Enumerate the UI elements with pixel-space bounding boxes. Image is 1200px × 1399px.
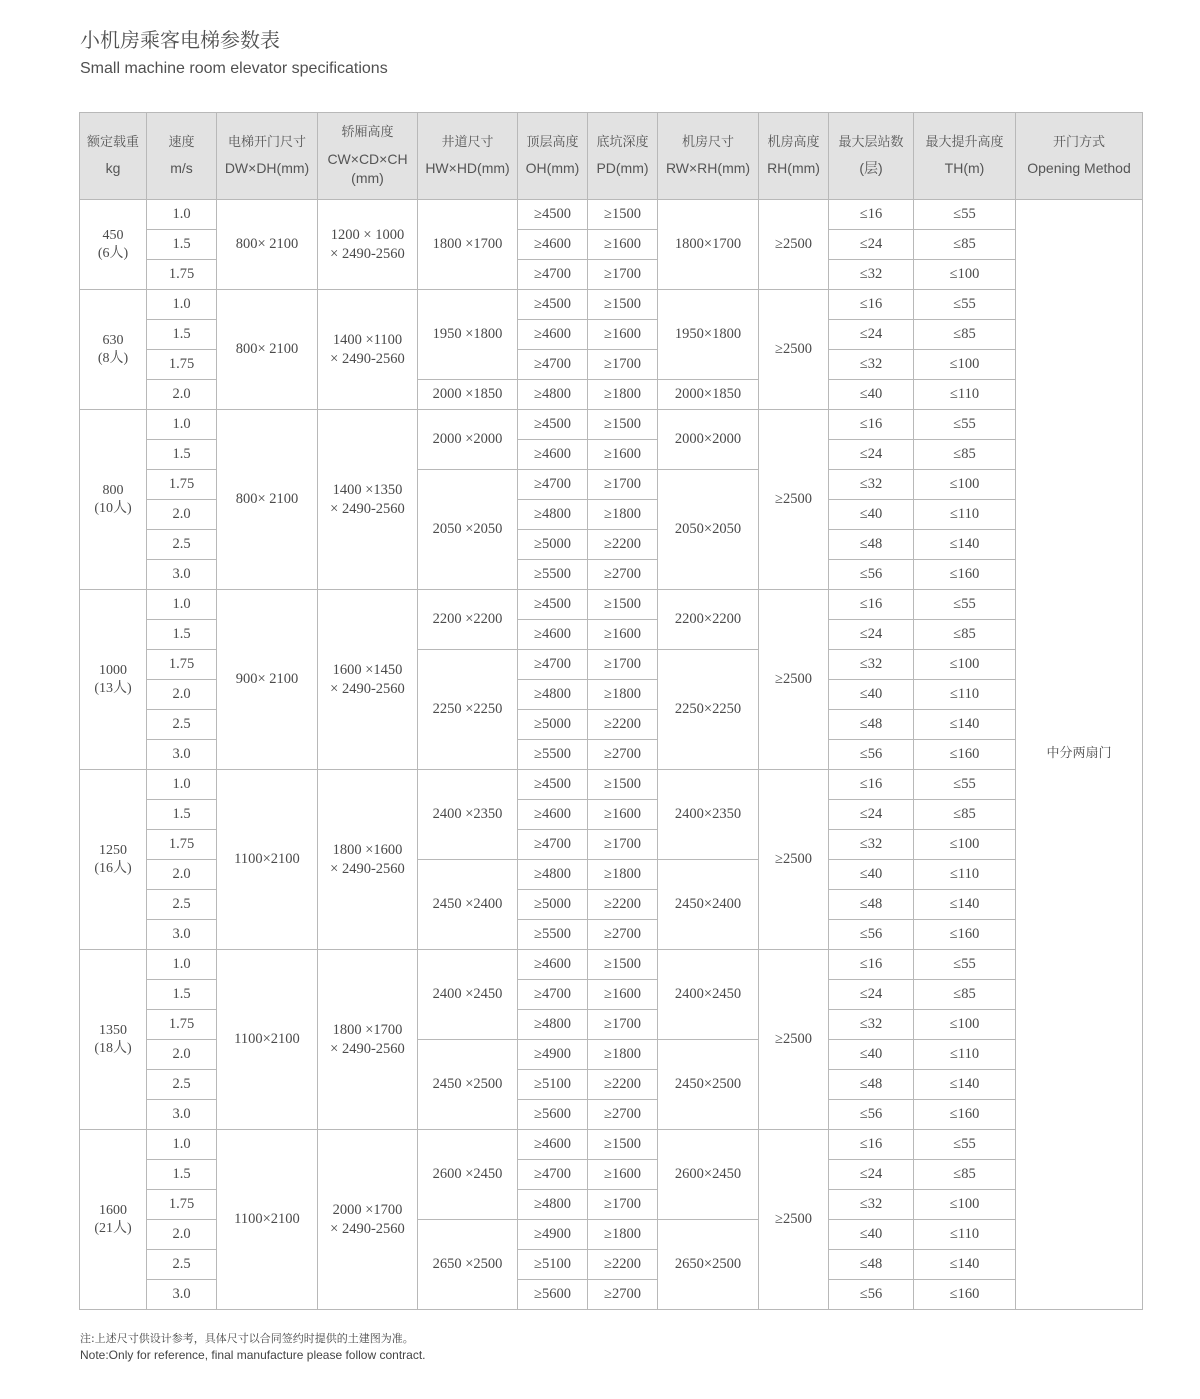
- overhead-cell: ≥4600: [518, 230, 588, 260]
- speed-cell: 2.0: [147, 500, 217, 530]
- car-size-cell: 1800 ×1600 × 2490-2560: [318, 770, 418, 950]
- pit-depth-cell: ≥1600: [588, 440, 658, 470]
- car-size-cell: 1400 ×1350 × 2490-2560: [318, 410, 418, 590]
- max-floors-cell: ≤56: [829, 560, 914, 590]
- machine-room-height-cell: ≥2500: [759, 410, 829, 590]
- overhead-cell: ≥4600: [518, 1130, 588, 1160]
- door-size-cell: 800× 2100: [217, 290, 318, 410]
- header-hoistway: [418, 113, 518, 200]
- speed-cell: 1.5: [147, 980, 217, 1010]
- door-size-cell: 800× 2100: [217, 200, 318, 290]
- overhead-cell: ≥5600: [518, 1280, 588, 1310]
- header-cn: 速度: [168, 134, 195, 150]
- pit-depth-cell: ≥1500: [588, 590, 658, 620]
- pit-depth-cell: ≥1700: [588, 350, 658, 380]
- speed-cell: 1.75: [147, 1010, 217, 1040]
- speed-cell: 1.0: [147, 1130, 217, 1160]
- speed-cell: 1.0: [147, 200, 217, 230]
- table-row: [80, 290, 1143, 320]
- machine-room-size-cell: 2000×2000: [658, 410, 759, 470]
- pit-depth-cell: ≥2200: [588, 1070, 658, 1100]
- speed-cell: 1.5: [147, 800, 217, 830]
- travel-height-cell: ≤110: [914, 500, 1016, 530]
- machine-room-height-cell: ≥2500: [759, 1130, 829, 1310]
- overhead-cell: ≥4700: [518, 260, 588, 290]
- max-floors-cell: ≤24: [829, 620, 914, 650]
- hoistway-size-cell: 2400 ×2350: [418, 770, 518, 860]
- opening-method-cell: 中分两扇门: [1016, 200, 1143, 1310]
- footnote-en: Note:Only for reference, final manufacture please follow contract.: [80, 1348, 426, 1362]
- pit-depth-cell: ≥1700: [588, 470, 658, 500]
- pit-depth-cell: ≥1600: [588, 1160, 658, 1190]
- header-cn: 额定载重: [86, 134, 139, 150]
- pit-depth-cell: ≥1700: [588, 1190, 658, 1220]
- pit-depth-cell: ≥1500: [588, 770, 658, 800]
- speed-cell: 3.0: [147, 740, 217, 770]
- header-en: (层): [859, 160, 883, 177]
- hoistway-size-cell: 2000 ×1850: [418, 380, 518, 410]
- travel-height-cell: ≤55: [914, 290, 1016, 320]
- travel-height-cell: ≤85: [914, 230, 1016, 260]
- header-room-height: [759, 113, 829, 200]
- hoistway-size-cell: 2000 ×2000: [418, 410, 518, 470]
- table-row: [80, 770, 1143, 800]
- max-floors-cell: ≤32: [829, 260, 914, 290]
- travel-height-cell: ≤55: [914, 1130, 1016, 1160]
- travel-height-cell: ≤55: [914, 770, 1016, 800]
- max-floors-cell: ≤40: [829, 860, 914, 890]
- speed-cell: 1.75: [147, 350, 217, 380]
- rated-load-cell: 800 (10人): [80, 410, 147, 590]
- max-floors-cell: ≤32: [829, 470, 914, 500]
- machine-room-size-cell: 2400×2450: [658, 950, 759, 1040]
- travel-height-cell: ≤160: [914, 1100, 1016, 1130]
- door-size-cell: 1100×2100: [217, 950, 318, 1130]
- max-floors-cell: ≤32: [829, 650, 914, 680]
- overhead-cell: ≥5100: [518, 1250, 588, 1280]
- header-opening-method: [1016, 113, 1143, 200]
- overhead-cell: ≥4500: [518, 410, 588, 440]
- machine-room-size-cell: 2050×2050: [658, 470, 759, 590]
- max-floors-cell: ≤40: [829, 500, 914, 530]
- header-overhead: [518, 113, 588, 200]
- max-floors-cell: ≤40: [829, 680, 914, 710]
- pit-depth-cell: ≥2200: [588, 710, 658, 740]
- header-en: HW×HD(mm): [425, 160, 510, 177]
- max-floors-cell: ≤56: [829, 740, 914, 770]
- header-car-size: [318, 113, 418, 200]
- pit-depth-cell: ≥1800: [588, 680, 658, 710]
- speed-cell: 1.75: [147, 650, 217, 680]
- header-en: PD(mm): [596, 160, 649, 177]
- pit-depth-cell: ≥2700: [588, 560, 658, 590]
- hoistway-size-cell: 2450 ×2400: [418, 860, 518, 950]
- machine-room-size-cell: 2450×2500: [658, 1040, 759, 1130]
- overhead-cell: ≥5100: [518, 1070, 588, 1100]
- overhead-cell: ≥4700: [518, 470, 588, 500]
- header-en: RW×RH(mm): [665, 160, 751, 177]
- car-size-cell: 1200 × 1000 × 2490-2560: [318, 200, 418, 290]
- speed-cell: 1.5: [147, 320, 217, 350]
- max-floors-cell: ≤40: [829, 380, 914, 410]
- overhead-cell: ≥5600: [518, 1100, 588, 1130]
- overhead-cell: ≥5500: [518, 740, 588, 770]
- hoistway-size-cell: 2250 ×2250: [418, 650, 518, 770]
- car-size-cell: 1800 ×1700 × 2490-2560: [318, 950, 418, 1130]
- overhead-cell: ≥4500: [518, 290, 588, 320]
- pit-depth-cell: ≥1800: [588, 860, 658, 890]
- pit-depth-cell: ≥2700: [588, 740, 658, 770]
- header-cn: 机房尺寸: [681, 134, 734, 150]
- table-row: [80, 590, 1143, 620]
- machine-room-height-cell: ≥2500: [759, 290, 829, 410]
- max-floors-cell: ≤16: [829, 1130, 914, 1160]
- overhead-cell: ≥4900: [518, 1220, 588, 1250]
- max-floors-cell: ≤24: [829, 800, 914, 830]
- machine-room-size-cell: 2400×2350: [658, 770, 759, 860]
- header-cn: 开门方式: [1052, 134, 1105, 150]
- pit-depth-cell: ≥1700: [588, 830, 658, 860]
- travel-height-cell: ≤160: [914, 920, 1016, 950]
- speed-cell: 1.5: [147, 440, 217, 470]
- pit-depth-cell: ≥1600: [588, 320, 658, 350]
- max-floors-cell: ≤40: [829, 1220, 914, 1250]
- header-door-size: [217, 113, 318, 200]
- travel-height-cell: ≤55: [914, 200, 1016, 230]
- door-size-cell: 1100×2100: [217, 770, 318, 950]
- machine-room-size-cell: 2600×2450: [658, 1130, 759, 1220]
- machine-room-size-cell: 2250×2250: [658, 650, 759, 770]
- hoistway-size-cell: 2600 ×2450: [418, 1130, 518, 1220]
- pit-depth-cell: ≥1500: [588, 950, 658, 980]
- header-max-floors: [829, 113, 914, 200]
- travel-height-cell: ≤110: [914, 1220, 1016, 1250]
- travel-height-cell: ≤140: [914, 530, 1016, 560]
- travel-height-cell: ≤160: [914, 560, 1016, 590]
- pit-depth-cell: ≥1800: [588, 1220, 658, 1250]
- max-floors-cell: ≤32: [829, 350, 914, 380]
- travel-height-cell: ≤110: [914, 680, 1016, 710]
- travel-height-cell: ≤55: [914, 950, 1016, 980]
- pit-depth-cell: ≥1800: [588, 380, 658, 410]
- speed-cell: 1.0: [147, 410, 217, 440]
- max-floors-cell: ≤32: [829, 1190, 914, 1220]
- speed-cell: 3.0: [147, 1280, 217, 1310]
- header-cn: 最大层站数: [838, 134, 904, 150]
- max-floors-cell: ≤48: [829, 1070, 914, 1100]
- travel-height-cell: ≤100: [914, 350, 1016, 380]
- travel-height-cell: ≤100: [914, 1010, 1016, 1040]
- rated-load-cell: 450 (6人): [80, 200, 147, 290]
- overhead-cell: ≥5000: [518, 530, 588, 560]
- pit-depth-cell: ≥1800: [588, 500, 658, 530]
- overhead-cell: ≥4700: [518, 980, 588, 1010]
- max-floors-cell: ≤24: [829, 230, 914, 260]
- header-en: DW×DH(mm): [224, 160, 310, 177]
- pit-depth-cell: ≥1600: [588, 980, 658, 1010]
- max-floors-cell: ≤24: [829, 980, 914, 1010]
- header-en: CW×CD×CH (mm): [327, 150, 408, 186]
- header-pit-depth: [588, 113, 658, 200]
- travel-height-cell: ≤160: [914, 740, 1016, 770]
- machine-room-height-cell: ≥2500: [759, 770, 829, 950]
- speed-cell: 3.0: [147, 1100, 217, 1130]
- hoistway-size-cell: 2650 ×2500: [418, 1220, 518, 1310]
- travel-height-cell: ≤160: [914, 1280, 1016, 1310]
- pit-depth-cell: ≥1700: [588, 1010, 658, 1040]
- max-floors-cell: ≤24: [829, 320, 914, 350]
- overhead-cell: ≥4800: [518, 1010, 588, 1040]
- travel-height-cell: ≤100: [914, 830, 1016, 860]
- hoistway-size-cell: 1800 ×1700: [418, 200, 518, 290]
- travel-height-cell: ≤85: [914, 800, 1016, 830]
- max-floors-cell: ≤16: [829, 410, 914, 440]
- max-floors-cell: ≤48: [829, 1250, 914, 1280]
- travel-height-cell: ≤140: [914, 1070, 1016, 1100]
- header-en: TH(m): [944, 160, 985, 177]
- rated-load-cell: 1600 (21人): [80, 1130, 147, 1310]
- travel-height-cell: ≤100: [914, 470, 1016, 500]
- overhead-cell: ≥5500: [518, 920, 588, 950]
- max-floors-cell: ≤16: [829, 290, 914, 320]
- travel-height-cell: ≤140: [914, 1250, 1016, 1280]
- speed-cell: 2.5: [147, 890, 217, 920]
- pit-depth-cell: ≥1500: [588, 290, 658, 320]
- door-size-cell: 1100×2100: [217, 1130, 318, 1310]
- overhead-cell: ≥4700: [518, 350, 588, 380]
- pit-depth-cell: ≥2200: [588, 1250, 658, 1280]
- header-en: RH(mm): [767, 160, 820, 177]
- speed-cell: 2.5: [147, 530, 217, 560]
- machine-room-size-cell: 2450×2400: [658, 860, 759, 950]
- header-machine-room: [658, 113, 759, 200]
- header-row: [80, 113, 1143, 200]
- machine-room-size-cell: 2000×1850: [658, 380, 759, 410]
- speed-cell: 1.75: [147, 1190, 217, 1220]
- speed-cell: 1.5: [147, 1160, 217, 1190]
- overhead-cell: ≥4500: [518, 770, 588, 800]
- max-floors-cell: ≤56: [829, 1280, 914, 1310]
- overhead-cell: ≥4800: [518, 680, 588, 710]
- max-floors-cell: ≤48: [829, 710, 914, 740]
- overhead-cell: ≥4800: [518, 1190, 588, 1220]
- max-floors-cell: ≤48: [829, 890, 914, 920]
- pit-depth-cell: ≥2200: [588, 890, 658, 920]
- travel-height-cell: ≤85: [914, 980, 1016, 1010]
- speed-cell: 3.0: [147, 560, 217, 590]
- header-load: [80, 113, 147, 200]
- speed-cell: 2.0: [147, 1220, 217, 1250]
- rated-load-cell: 1000 (13人): [80, 590, 147, 770]
- pit-depth-cell: ≥1600: [588, 800, 658, 830]
- travel-height-cell: ≤110: [914, 380, 1016, 410]
- rated-load-cell: 1250 (16人): [80, 770, 147, 950]
- machine-room-size-cell: 2650×2500: [658, 1220, 759, 1310]
- speed-cell: 1.75: [147, 470, 217, 500]
- travel-height-cell: ≤110: [914, 860, 1016, 890]
- header-en: OH(mm): [525, 160, 580, 177]
- rated-load-cell: 630 (8人): [80, 290, 147, 410]
- travel-height-cell: ≤85: [914, 1160, 1016, 1190]
- travel-height-cell: ≤85: [914, 320, 1016, 350]
- header-en: Opening Method: [1027, 160, 1131, 177]
- door-size-cell: 900× 2100: [217, 590, 318, 770]
- overhead-cell: ≥4700: [518, 830, 588, 860]
- speed-cell: 2.5: [147, 710, 217, 740]
- max-floors-cell: ≤56: [829, 920, 914, 950]
- speed-cell: 1.0: [147, 290, 217, 320]
- max-floors-cell: ≤32: [829, 830, 914, 860]
- max-floors-cell: ≤16: [829, 950, 914, 980]
- speed-cell: 2.5: [147, 1250, 217, 1280]
- machine-room-height-cell: ≥2500: [759, 950, 829, 1130]
- table-body: [80, 200, 1143, 1310]
- hoistway-size-cell: 2400 ×2450: [418, 950, 518, 1040]
- machine-room-size-cell: 1800×1700: [658, 200, 759, 290]
- speed-cell: 1.75: [147, 260, 217, 290]
- max-floors-cell: ≤16: [829, 590, 914, 620]
- header-speed: [147, 113, 217, 200]
- overhead-cell: ≥5000: [518, 710, 588, 740]
- table-row: [80, 200, 1143, 230]
- speed-cell: 1.5: [147, 230, 217, 260]
- travel-height-cell: ≤85: [914, 440, 1016, 470]
- overhead-cell: ≥4700: [518, 650, 588, 680]
- overhead-cell: ≥4600: [518, 440, 588, 470]
- header-en: kg: [105, 160, 121, 177]
- table-row: [80, 1130, 1143, 1160]
- pit-depth-cell: ≥1700: [588, 260, 658, 290]
- travel-height-cell: ≤85: [914, 620, 1016, 650]
- machine-room-height-cell: ≥2500: [759, 200, 829, 290]
- table-row: [80, 950, 1143, 980]
- hoistway-size-cell: 1950 ×1800: [418, 290, 518, 380]
- travel-height-cell: ≤100: [914, 1190, 1016, 1220]
- hoistway-size-cell: 2200 ×2200: [418, 590, 518, 650]
- header-en: m/s: [170, 160, 193, 177]
- overhead-cell: ≥4800: [518, 380, 588, 410]
- travel-height-cell: ≤140: [914, 710, 1016, 740]
- overhead-cell: ≥5000: [518, 890, 588, 920]
- max-floors-cell: ≤32: [829, 1010, 914, 1040]
- pit-depth-cell: ≥1500: [588, 410, 658, 440]
- header-cn: 顶层高度: [526, 134, 579, 150]
- spec-table: [79, 112, 1143, 1310]
- travel-height-cell: ≤100: [914, 260, 1016, 290]
- pit-depth-cell: ≥1700: [588, 650, 658, 680]
- rated-load-cell: 1350 (18人): [80, 950, 147, 1130]
- header-cn: 底坑深度: [596, 134, 649, 150]
- machine-room-size-cell: 2200×2200: [658, 590, 759, 650]
- speed-cell: 2.0: [147, 680, 217, 710]
- travel-height-cell: ≤100: [914, 650, 1016, 680]
- pit-depth-cell: ≥1500: [588, 1130, 658, 1160]
- pit-depth-cell: ≥1500: [588, 200, 658, 230]
- pit-depth-cell: ≥2700: [588, 920, 658, 950]
- overhead-cell: ≥4600: [518, 320, 588, 350]
- max-floors-cell: ≤48: [829, 530, 914, 560]
- pit-depth-cell: ≥2200: [588, 530, 658, 560]
- header-cn: 最大提升高度: [925, 134, 1004, 150]
- overhead-cell: ≥4800: [518, 860, 588, 890]
- travel-height-cell: ≤55: [914, 590, 1016, 620]
- max-floors-cell: ≤24: [829, 440, 914, 470]
- car-size-cell: 2000 ×1700 × 2490-2560: [318, 1130, 418, 1310]
- pit-depth-cell: ≥1800: [588, 1040, 658, 1070]
- speed-cell: 3.0: [147, 920, 217, 950]
- max-floors-cell: ≤24: [829, 1160, 914, 1190]
- overhead-cell: ≥4500: [518, 590, 588, 620]
- hoistway-size-cell: 2450 ×2500: [418, 1040, 518, 1130]
- max-floors-cell: ≤16: [829, 770, 914, 800]
- header-cn: 井道尺寸: [441, 134, 494, 150]
- speed-cell: 2.0: [147, 1040, 217, 1070]
- speed-cell: 1.0: [147, 950, 217, 980]
- travel-height-cell: ≤110: [914, 1040, 1016, 1070]
- page-subtitle: Small machine room elevator specifications: [80, 60, 388, 77]
- speed-cell: 1.0: [147, 590, 217, 620]
- pit-depth-cell: ≥2700: [588, 1100, 658, 1130]
- car-size-cell: 1600 ×1450 × 2490-2560: [318, 590, 418, 770]
- machine-room-height-cell: ≥2500: [759, 590, 829, 770]
- overhead-cell: ≥4600: [518, 950, 588, 980]
- header-travel-height: [914, 113, 1016, 200]
- max-floors-cell: ≤16: [829, 200, 914, 230]
- pit-depth-cell: ≥1600: [588, 230, 658, 260]
- hoistway-size-cell: 2050 ×2050: [418, 470, 518, 590]
- overhead-cell: ≥4500: [518, 200, 588, 230]
- overhead-cell: ≥4700: [518, 1160, 588, 1190]
- overhead-cell: ≥4900: [518, 1040, 588, 1070]
- overhead-cell: ≥4800: [518, 500, 588, 530]
- pit-depth-cell: ≥2700: [588, 1280, 658, 1310]
- header-cn: 机房高度: [767, 134, 820, 150]
- speed-cell: 1.5: [147, 620, 217, 650]
- car-size-cell: 1400 ×1100 × 2490-2560: [318, 290, 418, 410]
- travel-height-cell: ≤140: [914, 890, 1016, 920]
- overhead-cell: ≥4600: [518, 620, 588, 650]
- overhead-cell: ≥5500: [518, 560, 588, 590]
- overhead-cell: ≥4600: [518, 800, 588, 830]
- speed-cell: 2.5: [147, 1070, 217, 1100]
- door-size-cell: 800× 2100: [217, 410, 318, 590]
- speed-cell: 2.0: [147, 380, 217, 410]
- speed-cell: 1.0: [147, 770, 217, 800]
- max-floors-cell: ≤56: [829, 1100, 914, 1130]
- speed-cell: 2.0: [147, 860, 217, 890]
- pit-depth-cell: ≥1600: [588, 620, 658, 650]
- max-floors-cell: ≤40: [829, 1040, 914, 1070]
- machine-room-size-cell: 1950×1800: [658, 290, 759, 380]
- footnote-cn: 注:上述尺寸供设计参考，具体尺寸以合同签约时提供的土建图为准。: [80, 1332, 414, 1345]
- speed-cell: 1.75: [147, 830, 217, 860]
- header-cn: 轿厢高度: [341, 125, 394, 141]
- table-row: [80, 410, 1143, 440]
- page-title: 小机房乘客电梯参数表: [80, 28, 280, 52]
- travel-height-cell: ≤55: [914, 410, 1016, 440]
- header-cn: 电梯开门尺寸: [227, 134, 306, 150]
